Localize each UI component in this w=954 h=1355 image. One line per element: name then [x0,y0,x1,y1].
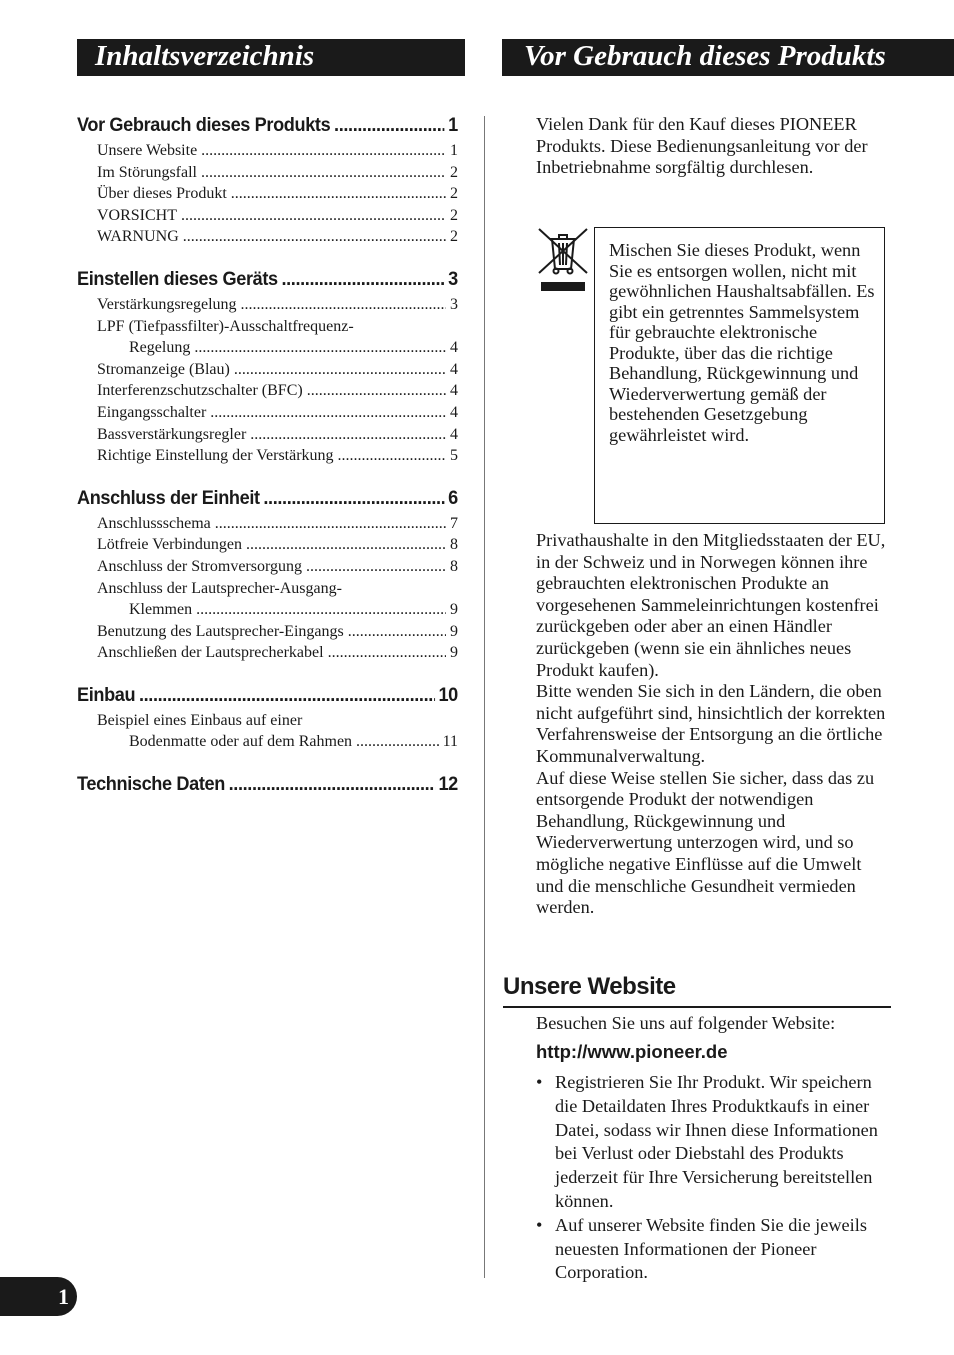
toc-item-text: Anschluss der Stromversorgung [97,557,303,575]
toc-item-text: Bassverstärkungsregler [97,425,247,443]
toc-leader [229,770,435,799]
toc-title-text: Vor Gebrauch dieses Produkts [77,114,331,136]
toc-page: 4 [450,382,458,400]
toc-leader [234,359,446,381]
toc-item-text: Eingangsschalter [97,403,207,421]
toc-section-title[interactable] [77,484,458,513]
toc-leader [334,111,444,140]
toc-leader [328,642,446,664]
website-bullets [536,1071,892,1285]
toc-page: 3 [450,295,458,313]
toc-item[interactable] [77,402,458,424]
toc-item[interactable] [77,337,458,359]
toc-item[interactable] [77,534,458,556]
toc-section [77,111,458,248]
toc-leader [194,337,446,359]
toc-leader [306,556,446,578]
column-divider [484,116,485,1278]
toc-page: 9 [450,601,458,619]
toc-page: 8 [450,557,458,575]
toc-section-title[interactable] [77,265,458,294]
toc-item-text: Anschlussschema [97,514,211,532]
toc-page: 1 [448,114,458,136]
toc-leader [281,265,444,294]
toc-leader [196,599,446,621]
toc-leader [250,424,446,446]
table-of-contents [77,111,458,816]
toc-leader [201,140,446,162]
toc-item[interactable] [77,359,458,381]
toc-section-title[interactable] [77,681,458,710]
toc-page: 9 [450,644,458,662]
toc-page: 11 [442,733,458,751]
website-visit-text: Besuchen Sie uns auf folgender Website: [536,1013,836,1033]
toc-leader [307,380,446,402]
toc-item-text: Stromanzeige (Blau) [97,360,230,378]
toc-item-line: Beispiel eines Einbaus auf einer [97,711,303,729]
toc-item[interactable] [77,513,458,535]
toc-header: Inhaltsverzeichnis [77,39,465,76]
toc-item[interactable] [77,556,458,578]
toc-item-text: Anschließen der Lautsprecherkabel [97,644,324,662]
toc-title-text: Einstellen dieses Geräts [77,267,278,290]
toc-item[interactable] [77,731,458,753]
toc-section-title[interactable] [77,770,458,799]
toc-item-text: Interferenzschutzschalter (BFC) [97,382,303,400]
disposal-notice: Mischen Sie dieses Produkt, wenn Sie es entsorgen wollen, nicht mit gewöhnlichen Haushaltsabfällen. Es gibt ein getrenntes Sammelsystem für gebrauchte elektronische Produkte, über das die richtige Behandlung, Rückgewinnung und Wiederverwertung gemäß der bestehenden Gesetzgebung gewährleistet wird. [594,227,885,524]
disposal-info [536,530,892,919]
toc-page: 4 [450,425,458,443]
toc-title-text: Einbau [77,683,136,706]
section-header: Vor Gebrauch dieses Produkts [502,39,954,76]
toc-item[interactable] [77,380,458,402]
toc-section [77,770,458,799]
toc-item[interactable] [77,621,458,643]
toc-page: 6 [448,486,458,509]
toc-item[interactable] [77,642,458,664]
list-item: • Registrieren Sie Ihr Produkt. Wir speichern die Detaildaten Ihres Produktkaufs in einer Datei, sodass wir Ihnen diese Informationen bei Verlust oder Diebstahl des Produkts jederzeit für Ihre Versicherung bereitstellen können. [536,1071,892,1214]
toc-page: 4 [450,339,458,357]
toc-page: 2 [450,163,458,181]
toc-page: 4 [450,403,458,421]
toc-item[interactable] [77,183,458,205]
crossed-bin-icon [537,227,589,293]
toc-page: 5 [450,447,458,465]
toc-title-text: Anschluss der Einheit [77,486,260,509]
toc-section-title[interactable] [77,111,458,140]
toc-page: 1 [450,142,458,159]
toc-leader [263,484,444,513]
toc-item[interactable] [77,226,458,248]
toc-item-text: Richtige Einstellung der Verstärkung [97,447,334,465]
toc-item-line: Anschluss der Lautsprecher-Ausgang- [97,579,342,597]
toc-item-text: Im Störungsfall [97,163,197,181]
toc-page: 7 [450,514,458,532]
toc-item-text: WARNUNG [97,228,179,246]
toc-leader [241,294,446,316]
toc-page: 4 [450,360,458,378]
list-item: • Auf unserer Website finden Sie die jeweils neuesten Informationen der Pioneer Corporation. [536,1214,892,1285]
website-link[interactable]: http://www.pioneer.de [536,1041,728,1062]
toc-page: 2 [450,228,458,246]
toc-item-text: VORSICHT [97,206,178,224]
toc-item[interactable] [77,424,458,446]
toc-page: 3 [448,267,458,290]
toc-item[interactable] [77,162,458,184]
toc-leader [201,162,446,184]
toc-leader [231,183,446,205]
toc-item-text: Über dieses Produkt [97,185,227,203]
paragraph: Auf diese Weise stellen Sie sicher, dass das zu entsorgende Produkt der notwendigen Behandlung, Rückgewinnung und Wiederverwertung unterzogen wird, und so mögliche negative Einflüsse auf die Umwelt und die menschliche Gesundheit vermieden werden. [536,767,875,918]
toc-leader [356,731,439,753]
toc-item-text: Bodenmatte oder auf dem Rahmen [129,733,353,751]
toc-item[interactable] [77,205,458,227]
toc-section [77,265,458,467]
page-number: 1 [0,1277,77,1316]
toc-title-text: Technische Daten [77,773,225,796]
toc-leader [139,681,435,710]
toc-section [77,484,458,664]
toc-leader [246,534,446,556]
toc-page: 2 [450,206,458,224]
toc-item[interactable] [77,140,458,162]
toc-item[interactable] [77,445,458,467]
toc-item-text: Unsere Website [97,142,198,159]
toc-page: 12 [438,773,458,796]
intro-text: Vielen Dank für den Kauf dieses PIONEER Produkts. Diese Bedienungsanleitung vor der Inbetriebnahme sorgfältig durchlesen. [536,114,868,178]
toc-page: 9 [450,622,458,640]
toc-page: 2 [450,185,458,203]
toc-item[interactable] [77,294,458,316]
toc-page: 10 [438,683,458,706]
website-heading: Unsere Website [503,972,891,1008]
paragraph: Bitte wenden Sie sich in den Ländern, die oben nicht aufgeführt sind, hinsichtlich der korrekten Verfahrensweise der Entsorgung an die örtliche Kommunalverwaltung. [536,681,886,766]
toc-item-text: Regelung [129,339,191,357]
toc-item-text: Lötfreie Verbindungen [97,536,242,554]
toc-item-text: Benutzung des Lautsprecher-Eingangs [97,622,344,640]
toc-item-text: Klemmen [129,601,193,619]
toc-leader [181,205,446,227]
toc-section [77,681,458,753]
paragraph: Privathaushalte in den Mitgliedsstaaten der EU, in der Schweiz und in Norwegen können ihre gebrauchten elektronischen Produkte an vorgesehenen Sammeleinrichtungen kostenfrei zurückgeben oder aber an einen Händler zurückgeben (wenn sie ein ähnliches neues Produkt kaufen). [536,530,886,680]
toc-leader [215,513,446,535]
toc-leader [210,402,446,424]
toc-item-line: LPF (Tiefpassfilter)-Ausschaltfrequenz- [97,317,354,335]
toc-item[interactable] [77,599,458,621]
toc-leader [183,226,446,248]
toc-page: 8 [450,536,458,554]
toc-leader [348,621,446,643]
toc-leader [338,445,446,467]
toc-item-text: Verstärkungsregelung [97,295,237,313]
